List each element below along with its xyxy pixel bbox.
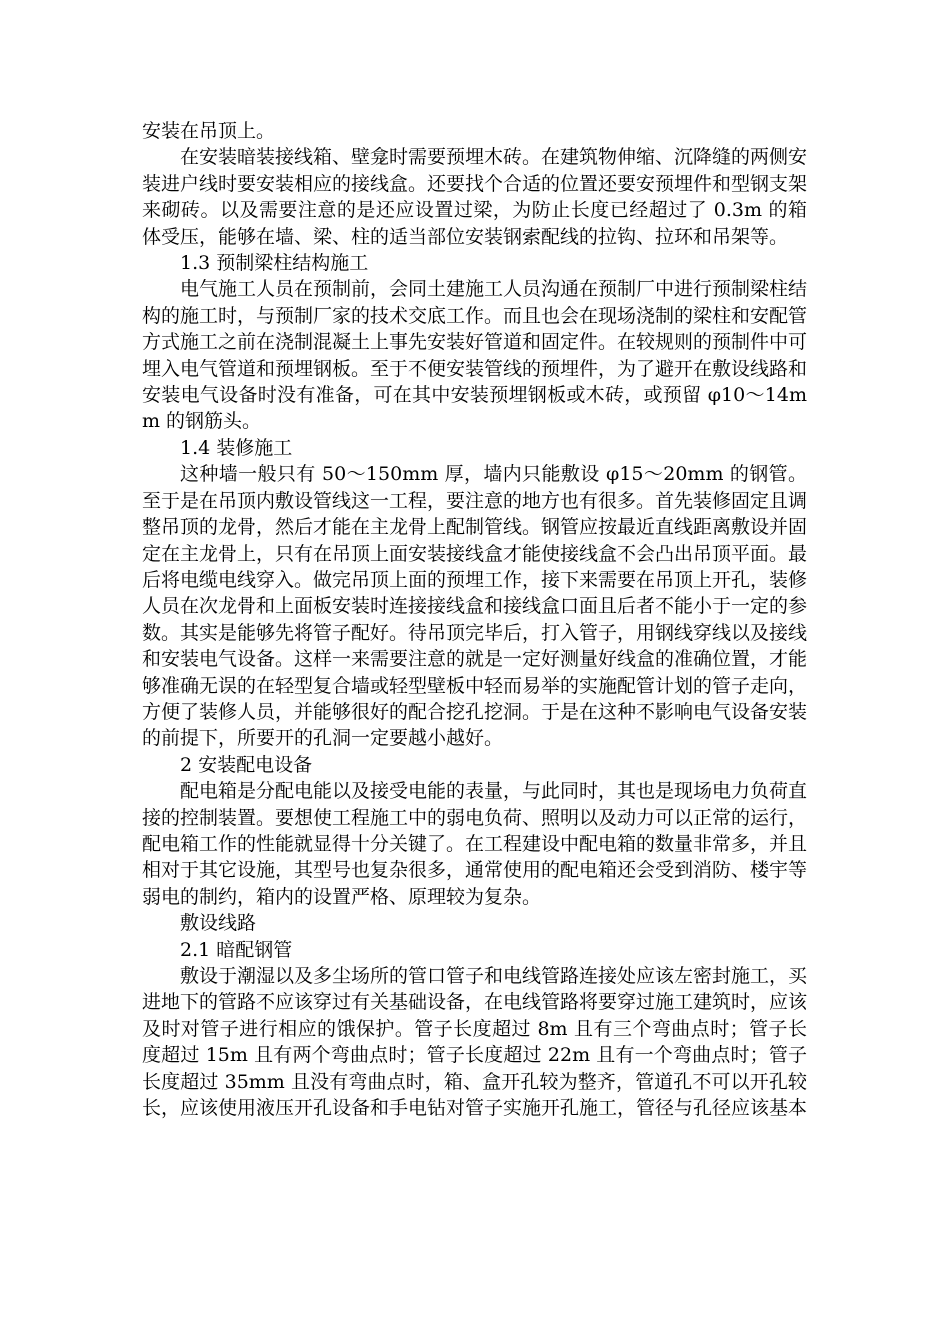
section-heading-2: 2 安装配电设备	[180, 753, 313, 776]
section-heading-wiring: 敷设线路	[180, 912, 257, 935]
section-heading-1-4: 1.4 装修施工	[180, 436, 293, 459]
paragraph-precast-structure: 电气施工人员在预制前，会同土建施工人员沟通在预制厂中进行预制梁柱结构的施工时，与预制厂家的技术交底工作。而且也会在现场浇制的梁柱和安配管方式施工之前在浇制混凝土上事先安装好管道和固定件。在较规则的预制件中可埋入电气管道和预埋钢板。至于不便安装管线的预埋件，为了避开在敷设线路和安装电气设备时没有准备，可在其中安装预埋钢板或木砖，或预留 φ10～14mm 的钢筋头。	[142, 278, 808, 433]
paragraph-decoration-work: 这种墙一般只有 50～150mm 厚，墙内只能敷设 φ15～20mm 的钢管。至于是在吊顶内敷设管线这一工程，要注意的地方也有很多。首先装修固定且调整吊顶的龙骨，然后才能在主龙骨上配制管线。钢管应按最近直线距离敷设并固定在主龙骨上，只有在吊顶上面安装接线盒才能使接线盒不会凸出吊顶平面。最后将电缆电线穿入。做完吊顶上面的预埋工作，接下来需要在吊顶上开孔，装修人员在次龙骨和上面板安装时连接接线盒和接线盒口面且后者不能小于一定的参数。其实是能够先将管子配好。待吊顶完毕后，打入管子，用钢线穿线以及接线和安装电气设备。这样一来需要注意的就是一定好测量好线盒的准确位置，才能够准确无误的在轻型复合墙或轻型壁板中轻而易举的实施配管计划的管子走向，方便了装修人员，并能够很好的配合挖孔挖洞。于是在这种不影响电气设备安装的前提下，所要开的孔洞一定要越小越好。	[142, 463, 808, 750]
paragraph-distribution-box: 配电箱是分配电能以及接受电能的表量，与此同时，其也是现场电力负荷直接的控制装置。要想使工程施工中的弱电负荷、照明以及动力可以正常的运行，配电箱工作的性能就显得十分关键了。在工程建设中配电箱的数量非常多，并且相对于其它设施，其型号也复杂很多，通常使用的配电箱还会受到消防、楼宇等弱电的制约，箱内的设置严格、原理较为复杂。	[142, 780, 808, 908]
document-body	[142, 118, 807, 1121]
section-heading-1-3: 1.3 预制梁柱结构施工	[180, 252, 369, 275]
paragraph-continuation: 安装在吊顶上。	[142, 120, 276, 142]
section-heading-2-1: 2.1 暗配钢管	[180, 938, 293, 961]
paragraph-embedded-boxes: 在安装暗装接线箱、壁龛时需要预埋木砖。在建筑物伸缩、沉降缝的两侧安装进户线时要安装相应的接线盒。还要找个合适的位置还要安预埋件和型钢支架来砌砖。以及需要注意的是还应设置过梁，为防止长度已经超过了 0.3m 的箱体受压，能够在墙、梁、柱的适当部位安装钢索配线的拉钩、拉环和吊架等。	[142, 146, 808, 248]
paragraph-concealed-conduit: 敷设于潮湿以及多尘场所的管口管子和电线管路连接处应该左密封施工，买进地下的管路不应该穿过有关基础设备，在电线管路将要穿过施工建筑时，应该及时对管子进行相应的饿保护。管子长度超过 8m 且有三个弯曲点时；管子长度超过 15m 且有两个弯曲点时；管子长度超过 22m 且有一个弯曲点时；管子长度超过 35mm 且没有弯曲点时，箱、盒开孔较为整齐，管道孔不可以开孔较长，应该使用液压开孔设备和手电钻对管子实施开孔施工，管径与孔径应该基本	[142, 965, 808, 1120]
